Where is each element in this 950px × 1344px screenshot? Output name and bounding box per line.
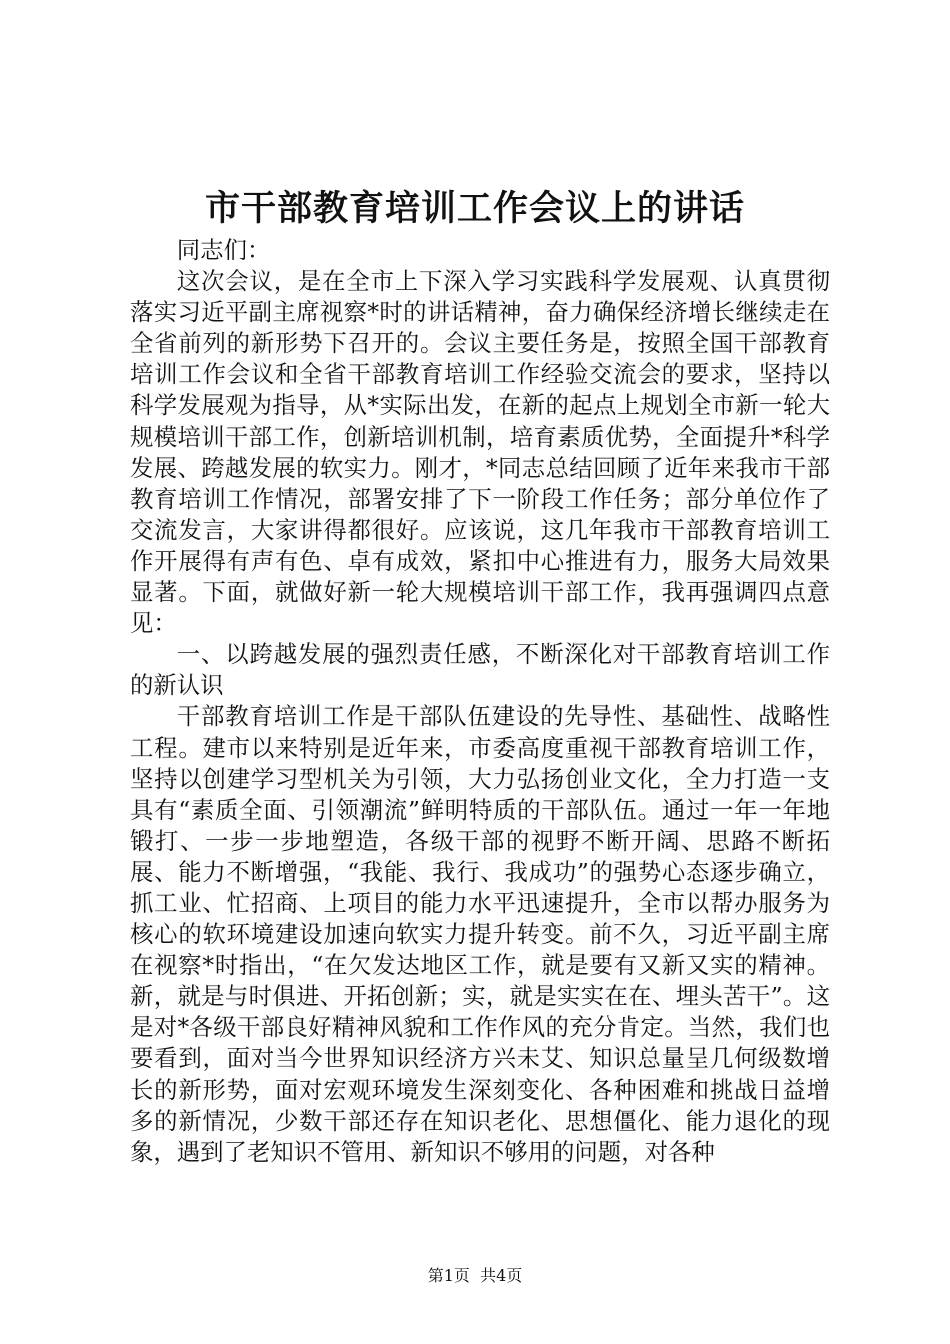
page-footer: 第1页 共4页 [427, 1266, 523, 1285]
body-paragraph: 干部教育培训工作是干部队伍建设的先导性、基础性、战略性工程。建市以来特别是近年来，市委高度重视干部教育培训工作，坚持以创建学习型机关为引领，大力弘扬创业文化，全力打造一支具有“素质全面、引领潮流”鲜明特质的干部队伍。通过一年一年地锻打、一步一步地塑造，各级干部的视野不断开阔、思路不断拓展、能力不断增强，“我能、我行、我成功”的强势心态逐步确立，抓工业、忙招商、上项目的能力水平迅速提升，全市以帮办服务为核心的软环境建设加速向软实力提升转变。前不久，习近平副主席在视察*时指出，“在欠发达地区工作，就是要有又新又实的精神。新，就是与时俱进、开拓创新；实，就是实实在在、埋头苦干”。这是对*各级干部良好精神风貌和工作作风的充分肯定。当然，我们也要看到，面对当今世界知识经济方兴未艾、知识总量呈几何级数增长的新形势，面对宏观环境发生深刻变化、各种困难和挑战日益增多的新情况，少数干部还存在知识老化、思想僵化、能力退化的现象，遇到了老知识不管用、新知识不够用的问题，对各种 [130, 702, 830, 1166]
document-body [130, 235, 830, 1168]
salutation-paragraph: 同志们： [176, 236, 271, 264]
section-heading: 一、以跨越发展的强烈责任感，不断深化对干部教育培训工作的新认识 [130, 640, 830, 700]
page-title: 市干部教育培训工作会议上的讲话 [204, 188, 745, 229]
body-paragraph: 这次会议，是在全市上下深入学习实践科学发展观、认真贯彻落实习近平副主席视察*时的讲话精神，奋力确保经济增长继续走在全省前列的新形势下召开的。会议主要任务是，按照全国干部教育培训工作会议和全省干部教育培训工作经验交流会的要求，坚持以科学发展观为指导，从*实际出发，在新的起点上规划全市新一轮大规模培训干部工作，创新培训机制，培育素质优势，全面提升*科学发展、跨越发展的软实力。刚才，*同志总结回顾了近年来我市干部教育培训工作情况，部署安排了下一阶段工作任务；部分单位作了交流发言，大家讲得都很好。应该说，这几年我市干部教育培训工作开展得有声有色、卓有成效，紧扣中心推进有力，服务大局效果显著。下面，就做好新一轮大规模培训干部工作，我再强调四点意见： [130, 267, 830, 638]
